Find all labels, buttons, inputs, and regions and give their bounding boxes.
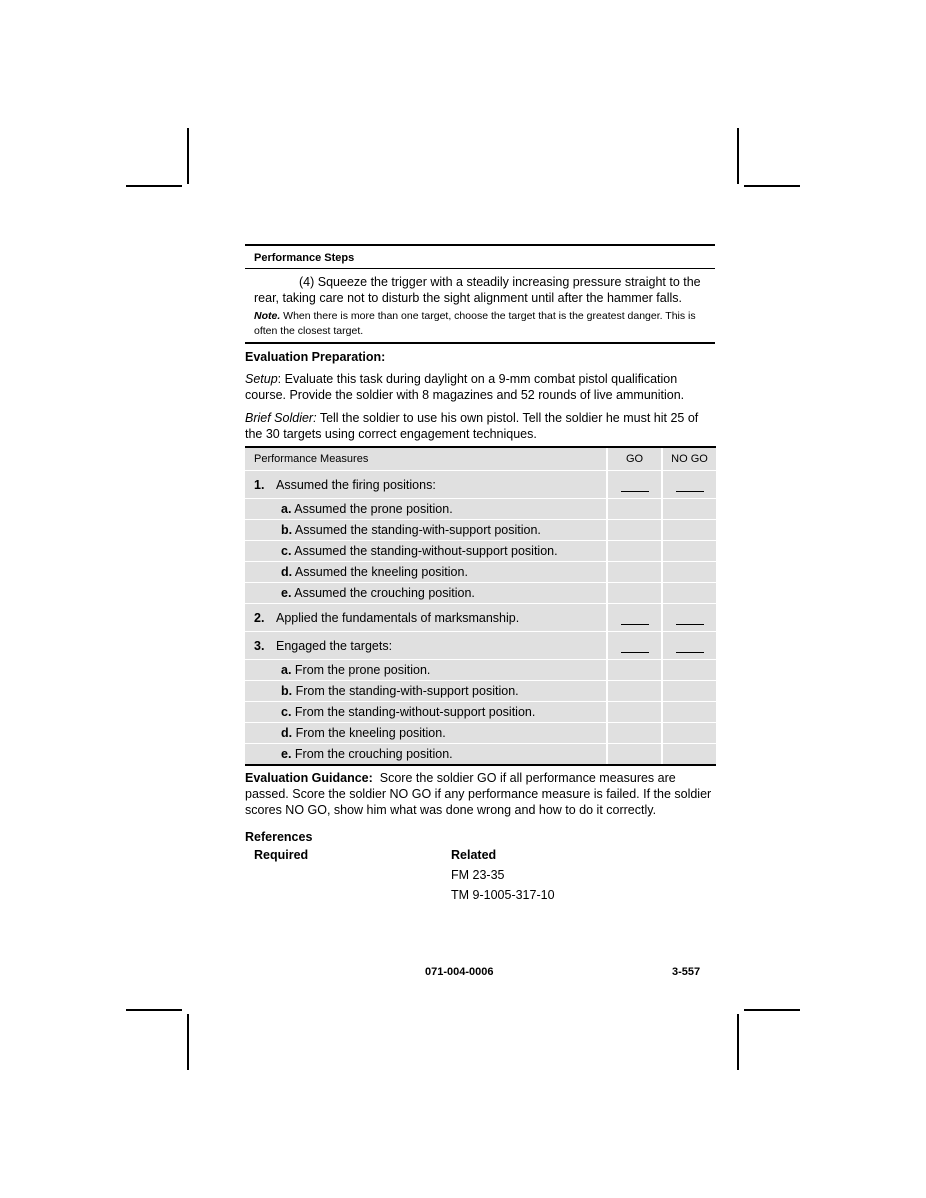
nogo-blank[interactable] [676, 490, 704, 492]
performance-measures-table [245, 446, 716, 766]
measure-letter: b. [281, 684, 293, 698]
table-row [245, 583, 716, 604]
go-blank[interactable] [621, 623, 649, 625]
table-row [245, 723, 716, 744]
measure-text: Assumed the standing-without-support position. [294, 544, 558, 558]
crop-mark-bottom-left-vertical [187, 1014, 189, 1070]
measure-letter: d. [281, 726, 293, 740]
note-text: When there is more than one target, choose the target that is the greatest danger. This is often the closest target. [254, 310, 696, 337]
setup-label: Setup [245, 372, 278, 386]
setup-paragraph [245, 372, 715, 403]
crop-mark-bottom-right-horizontal [744, 1009, 800, 1011]
crop-mark-top-right-horizontal [744, 185, 800, 187]
measure-number: 2. [254, 610, 265, 625]
nogo-blank[interactable] [676, 623, 704, 625]
brief-text: Tell the soldier to use his own pistol. Tell the soldier he must hit 25 of the 30 targets using correct engagement techniques. [245, 411, 699, 441]
steps-bottom-rule [245, 342, 715, 344]
table-row [245, 660, 716, 681]
measure-text: From the standing-with-support position. [295, 684, 519, 698]
table-row [245, 499, 716, 520]
required-label: Required [254, 848, 309, 862]
step-note [245, 306, 715, 342]
measure-letter: a. [281, 663, 292, 677]
measure-text: Assumed the firing positions: [276, 477, 436, 492]
table-row [245, 681, 716, 702]
measure-text: Assumed the kneeling position. [294, 565, 468, 579]
crop-mark-top-left-vertical [187, 128, 189, 184]
page-content [245, 244, 715, 904]
measure-number: 1. [254, 477, 265, 492]
measure-letter: b. [281, 523, 293, 537]
brief-label: Brief Soldier: [245, 411, 317, 425]
nogo-blank[interactable] [676, 651, 704, 653]
measure-number: 3. [254, 638, 265, 653]
crop-mark-top-right-vertical [737, 128, 739, 184]
col-header-measures: Performance Measures [245, 447, 607, 471]
table-row [245, 471, 716, 499]
related-reference-item: FM 23-35 [451, 868, 505, 882]
col-header-go: GO [607, 447, 662, 471]
measure-text: Assumed the prone position. [294, 502, 453, 516]
measure-text: From the standing-without-support position. [294, 705, 536, 719]
performance-steps-header: Performance Steps [254, 252, 355, 264]
table-row [245, 562, 716, 583]
references-header-row [245, 844, 715, 864]
guidance-text: Score the soldier GO if all performance measures are passed. Score the soldier NO GO if any performance measure is failed. If the soldier scores NO GO, show him what was done wrong and how to do it correctly. [245, 771, 712, 817]
setup-text: : Evaluate this task during daylight on a 9-mm combat pistol qualification course. Provide the soldier with 8 magazines and 52 rounds of live ammunition. [245, 372, 685, 402]
measure-letter: c. [281, 705, 292, 719]
measure-text: From the prone position. [294, 663, 431, 677]
table-row [245, 702, 716, 723]
measure-text: Engaged the targets: [276, 638, 393, 653]
go-blank[interactable] [621, 651, 649, 653]
step-text: Squeeze the trigger with a steadily increasing pressure straight to the rear, taking care not to disturb the sight alignment until after the hammer falls. [254, 275, 701, 305]
performance-step-4 [245, 269, 715, 306]
table-header-row [245, 447, 716, 471]
related-reference-item: TM 9-1005-317-10 [451, 888, 555, 902]
measure-text: From the kneeling position. [295, 726, 446, 740]
go-blank[interactable] [621, 490, 649, 492]
table-row [245, 541, 716, 562]
table-row [245, 632, 716, 660]
evaluation-guidance [245, 770, 715, 818]
brief-soldier-paragraph [245, 411, 715, 442]
note-label: Note. [254, 310, 281, 322]
measure-letter: a. [281, 502, 292, 516]
table-row [245, 604, 716, 632]
crop-mark-bottom-left-horizontal [126, 1009, 182, 1011]
crop-mark-top-left-horizontal [126, 185, 182, 187]
footer-page-number: 3-557 [672, 966, 701, 978]
related-label: Related [451, 848, 497, 862]
measure-text: Assumed the crouching position. [294, 586, 475, 600]
evaluation-preparation-heading: Evaluation Preparation: [245, 350, 386, 364]
measure-letter: e. [281, 586, 292, 600]
footer-task-number: 071-004-0006 [425, 966, 494, 978]
step-number: (4) [299, 275, 315, 289]
col-header-nogo: NO GO [662, 447, 716, 471]
measure-letter: e. [281, 747, 292, 761]
measure-letter: c. [281, 544, 292, 558]
measure-letter: d. [281, 565, 293, 579]
crop-mark-bottom-right-vertical [737, 1014, 739, 1070]
guidance-label: Evaluation Guidance: [245, 771, 373, 785]
measure-text: Applied the fundamentals of marksmanship. [276, 610, 520, 625]
table-row [245, 744, 716, 766]
references-heading: References [245, 830, 313, 844]
measure-text: Assumed the standing-with-support position. [294, 523, 541, 537]
table-row [245, 520, 716, 541]
measure-text: From the crouching position. [294, 747, 453, 761]
